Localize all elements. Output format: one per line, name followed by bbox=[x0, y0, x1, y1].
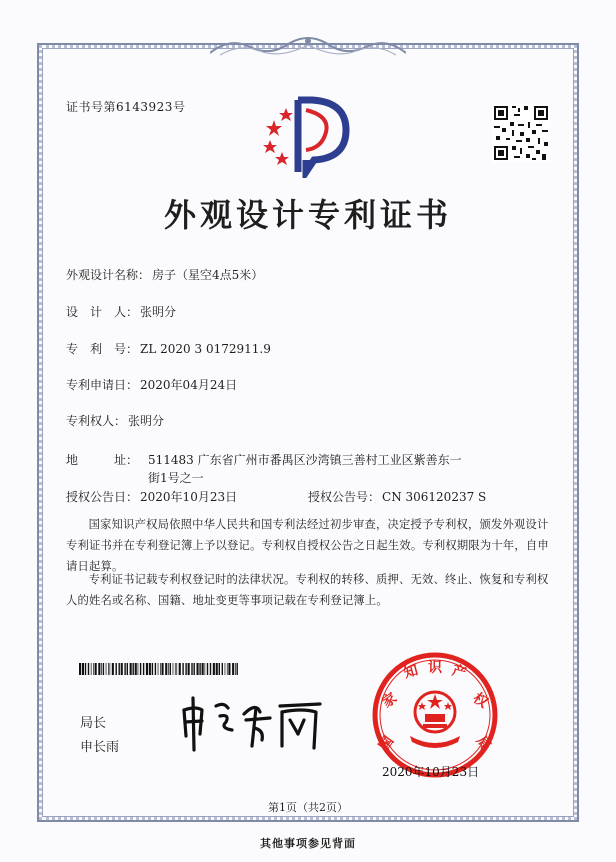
address-label: 地 址： bbox=[66, 453, 139, 467]
address-row bbox=[66, 451, 138, 468]
director-name: 申长雨 bbox=[80, 740, 120, 755]
seal-date: 2020年10月23日 bbox=[382, 765, 480, 779]
barcode-icon bbox=[79, 663, 239, 675]
grant-statement-paragraph: 国家知识产权局依照中华人民共和国专利法经过初步审查，决定授予专利权，颁发外观设计专利证书并在专利登记簿上予以登记。专利权自授权公告之日起生效。专利权期限为十年，自申请日起算。 bbox=[66, 518, 549, 573]
legal-status-paragraph: 专利证书记载专利权登记时的法律状况。专利权的转移、质押、无效、终止、恢复和专利权人的姓名或名称、国籍、地址变更等事项记载在专利登记簿上。 bbox=[66, 573, 549, 607]
director-title: 局长 bbox=[80, 716, 107, 731]
svg-text:权: 权 bbox=[469, 690, 491, 712]
official-seal-icon bbox=[370, 650, 500, 780]
patentee-row bbox=[66, 412, 164, 429]
svg-text:产: 产 bbox=[450, 662, 468, 682]
patent-number-value: ZL 2020 3 0172911.9 bbox=[140, 342, 271, 356]
filing-date-value: 2020年04月24日 bbox=[140, 378, 238, 392]
filing-date-label: 专利申请日： bbox=[66, 378, 139, 392]
certificate-title: 外观设计专利证书 bbox=[163, 196, 452, 234]
grant-date-label: 授权公告日： bbox=[66, 490, 139, 504]
page-indicator: 第1页（共2页） bbox=[268, 801, 348, 814]
design-name-value: 房子（星空4点5米） bbox=[152, 268, 264, 282]
design-name-row bbox=[66, 266, 263, 283]
patent-number-label: 专 利 号： bbox=[66, 342, 139, 356]
designer-value: 张明分 bbox=[140, 305, 177, 319]
address-value: 511483 广东省广州市番禺区沙湾镇三善村工业区紫善东一街1号之一 bbox=[148, 453, 462, 485]
grant-number-row bbox=[308, 488, 486, 505]
signature-icon bbox=[176, 690, 326, 752]
grant-number-label: 授权公告号： bbox=[308, 490, 381, 504]
svg-text:家: 家 bbox=[379, 690, 401, 712]
filing-date-row bbox=[66, 376, 237, 393]
svg-text:知: 知 bbox=[402, 662, 420, 682]
svg-text:国: 国 bbox=[376, 733, 398, 755]
design-name-label: 外观设计名称： bbox=[66, 268, 151, 282]
certificate-number: 证书号第6143923号 bbox=[66, 100, 186, 114]
grant-date-row bbox=[66, 488, 237, 505]
designer-row bbox=[66, 303, 176, 320]
patentee-value: 张明分 bbox=[128, 414, 165, 428]
patentee-label: 专利权人： bbox=[66, 414, 127, 428]
cnipa-logo-icon bbox=[256, 92, 356, 178]
svg-text:局: 局 bbox=[472, 733, 494, 755]
patent-number-row bbox=[66, 340, 271, 357]
top-ornament-icon bbox=[210, 33, 406, 59]
footer-note: 其他事项参见背面 bbox=[260, 837, 356, 850]
designer-label: 设 计 人： bbox=[66, 305, 139, 319]
grant-date-value: 2020年10月23日 bbox=[140, 490, 238, 504]
qr-code-icon bbox=[492, 104, 550, 162]
grant-number-value: CN 306120237 S bbox=[382, 490, 487, 504]
svg-text:识: 识 bbox=[428, 660, 442, 676]
